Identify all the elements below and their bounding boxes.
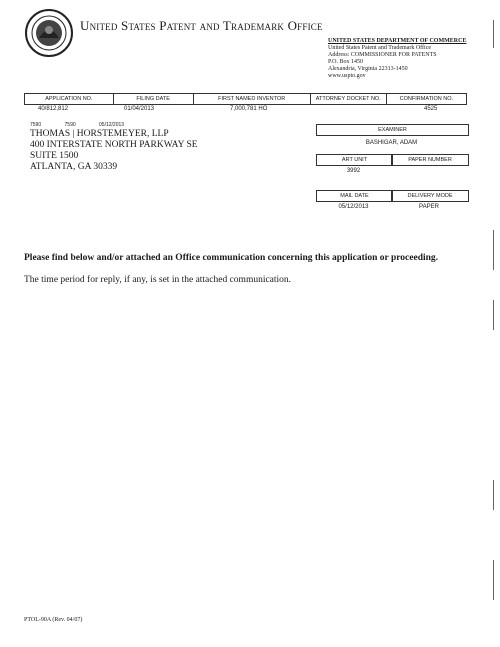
mail-codes bbox=[30, 122, 146, 128]
mail-date-label: MAIL DATE bbox=[316, 190, 393, 202]
art-unit-label: ART UNIT bbox=[316, 154, 393, 166]
dept-line: www.uspto.gov bbox=[328, 73, 366, 79]
col-application-no: APPLICATION NO. bbox=[25, 94, 114, 105]
form-number: PTOL-90A (Rev. 04/07) bbox=[24, 617, 83, 623]
col-filing-date: FILING DATE bbox=[113, 94, 193, 105]
col-docket-no: ATTORNEY DOCKET NO. bbox=[310, 94, 386, 105]
examiner-label: EXAMINER bbox=[316, 124, 469, 136]
header-values bbox=[24, 106, 467, 114]
reply-period-notice: The time period for reply, if any, is set in the attached communication. bbox=[24, 275, 292, 285]
office-title: United States Patent and Trademark Office bbox=[80, 18, 323, 33]
paper-number-label: PAPER NUMBER bbox=[391, 154, 469, 166]
address-line: 400 INTERSTATE NORTH PARKWAY SE bbox=[30, 140, 198, 150]
uspto-seal bbox=[24, 8, 74, 58]
application-header-table bbox=[24, 93, 467, 105]
delivery-mode-label: DELIVERY MODE bbox=[391, 190, 469, 202]
address-line: SUITE 1500 bbox=[30, 151, 79, 161]
application-no-value: 40/812,812 bbox=[38, 106, 69, 112]
dept-line: Alexandria, Virginia 22313-1450 bbox=[328, 66, 408, 72]
scan-mark bbox=[493, 20, 494, 48]
mail-code: 7590 bbox=[30, 122, 42, 128]
dept-line: United States Patent and Trademark Office bbox=[328, 45, 432, 51]
scan-mark bbox=[493, 230, 494, 270]
scan-mark bbox=[493, 480, 494, 510]
correspondence-address bbox=[30, 129, 198, 173]
col-confirmation-no: CONFIRMATION NO. bbox=[386, 94, 466, 105]
first-inventor-value: 7,000,781 HO bbox=[230, 106, 268, 112]
office-communication-notice: Please find below and/or attached an Office communication concerning this application or proceeding. bbox=[24, 253, 439, 263]
examiner-value: BASHIGAR, ADAM bbox=[365, 140, 418, 146]
mail-code: 7590 bbox=[64, 122, 76, 128]
art-unit-value: 3992 bbox=[346, 168, 361, 174]
col-first-inventor: FIRST NAMED INVENTOR bbox=[193, 94, 310, 105]
confirmation-no-value: 4525 bbox=[424, 106, 438, 112]
scan-mark bbox=[493, 300, 494, 330]
dept-line: Address: COMMISSIONER FOR PATENTS bbox=[328, 52, 437, 58]
dept-line: UNITED STATES DEPARTMENT OF COMMERCE bbox=[328, 38, 467, 44]
mail-code: 05/12/2013 bbox=[99, 122, 125, 128]
address-line: ATLANTA, GA 30339 bbox=[30, 162, 118, 172]
delivery-mode-value: PAPER bbox=[419, 204, 439, 210]
dept-line: P.O. Box 1450 bbox=[328, 59, 364, 65]
address-line: THOMAS | HORSTEMEYER, LLP bbox=[30, 129, 169, 139]
scan-mark bbox=[493, 560, 494, 600]
mail-date-value: 05/12/2013 bbox=[338, 204, 369, 210]
dept-address bbox=[328, 38, 488, 80]
filing-date-value: 01/04/2013 bbox=[124, 106, 155, 112]
